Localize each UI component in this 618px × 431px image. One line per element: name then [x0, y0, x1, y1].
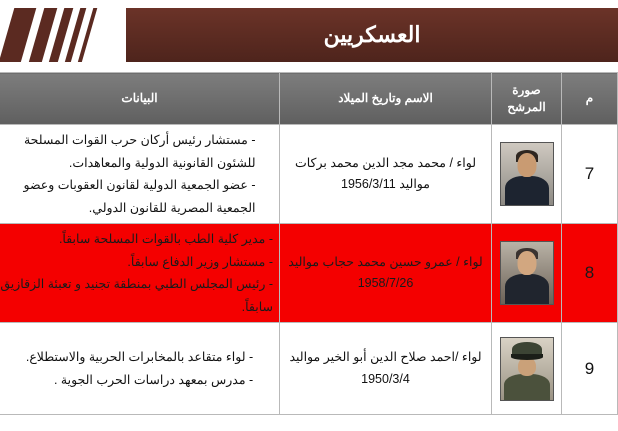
- candidates-table-container: [0, 72, 618, 415]
- cell-serial: 9: [562, 323, 618, 415]
- candidate-birthdate: مواليد 1950/3/4: [289, 350, 410, 386]
- table-header-row: [0, 73, 618, 125]
- cell-data: [0, 323, 280, 415]
- cell-name: [280, 323, 492, 415]
- decorative-stripes: [0, 8, 126, 62]
- candidate-details: [26, 346, 253, 391]
- cell-name: [280, 224, 492, 323]
- photo-body: [505, 274, 549, 305]
- photo-cap-brim: [511, 354, 543, 360]
- candidate-name: لواء / محمد مجد الدين محمد بركات: [294, 155, 477, 170]
- detail-line: - لواء متقاعد بالمخابرات الحربية والاستطلاع.: [25, 350, 254, 364]
- page-title: العسكريين: [323, 22, 421, 47]
- cell-serial: 8: [562, 224, 618, 323]
- candidates-table: [0, 72, 618, 415]
- cell-photo: [492, 224, 562, 323]
- cell-data: [0, 224, 280, 323]
- candidate-photo-2: [500, 241, 554, 305]
- detail-line: - مستشار رئيس أركان حرب القوات المسلحة: [23, 133, 256, 147]
- photo-head: [517, 153, 536, 177]
- cell-data: [0, 125, 280, 224]
- cell-name: [280, 125, 492, 224]
- candidate-name: لواء / عمرو حسين محمد حجاب: [322, 254, 483, 269]
- page-header: [0, 0, 618, 72]
- detail-line: للشئون القانونية الدولية والمعاهدات.: [68, 155, 256, 170]
- column-header-data: البيانات: [0, 73, 280, 125]
- photo-head: [517, 251, 536, 275]
- detail-line: - مدرس بمعهد دراسات الحرب الجوية .: [53, 372, 254, 387]
- table-row: [0, 125, 618, 224]
- cell-photo: [492, 323, 562, 415]
- column-header-photo: صورة المرشح: [492, 73, 562, 125]
- candidate-photo-3: [500, 337, 554, 401]
- detail-line: سابقاً.: [241, 299, 273, 314]
- column-header-name: الاسم وتاريخ الميلاد: [280, 73, 492, 125]
- detail-line: - مستشار وزير الدفاع سابقاً.: [127, 254, 273, 269]
- table-row: [0, 224, 618, 323]
- table-body: [0, 125, 618, 415]
- table-header: [0, 73, 618, 125]
- page-footer-space: [0, 415, 618, 431]
- detail-line: الجمعية المصرية للقانون الدولي.: [88, 200, 256, 215]
- candidate-details: [24, 129, 256, 219]
- candidate-details: [0, 228, 273, 318]
- cell-serial: 7: [562, 125, 618, 224]
- photo-body: [504, 374, 550, 401]
- candidate-name: لواء /احمد صلاح الدين أبو الخير: [323, 350, 482, 365]
- candidate-birthdate: مواليد 1958/7/26: [288, 254, 414, 290]
- candidate-photo-1: [500, 142, 554, 206]
- detail-line: - عضو الجمعية الدولية لقانون العقوبات وعضو: [23, 178, 256, 192]
- photo-body: [505, 176, 549, 206]
- detail-line: - رئيس المجلس الطبي بمنطقة تجنيد و تعبئة الزقازيق: [0, 277, 273, 291]
- table-row: [0, 323, 618, 415]
- title-bar: [126, 8, 618, 62]
- column-header-serial: م: [562, 73, 618, 125]
- candidate-birthdate: مواليد 1956/3/11: [341, 177, 430, 191]
- cell-photo: [492, 125, 562, 224]
- detail-line: - مدير كلية الطب بالقوات المسلحة سابقاً.: [58, 232, 273, 246]
